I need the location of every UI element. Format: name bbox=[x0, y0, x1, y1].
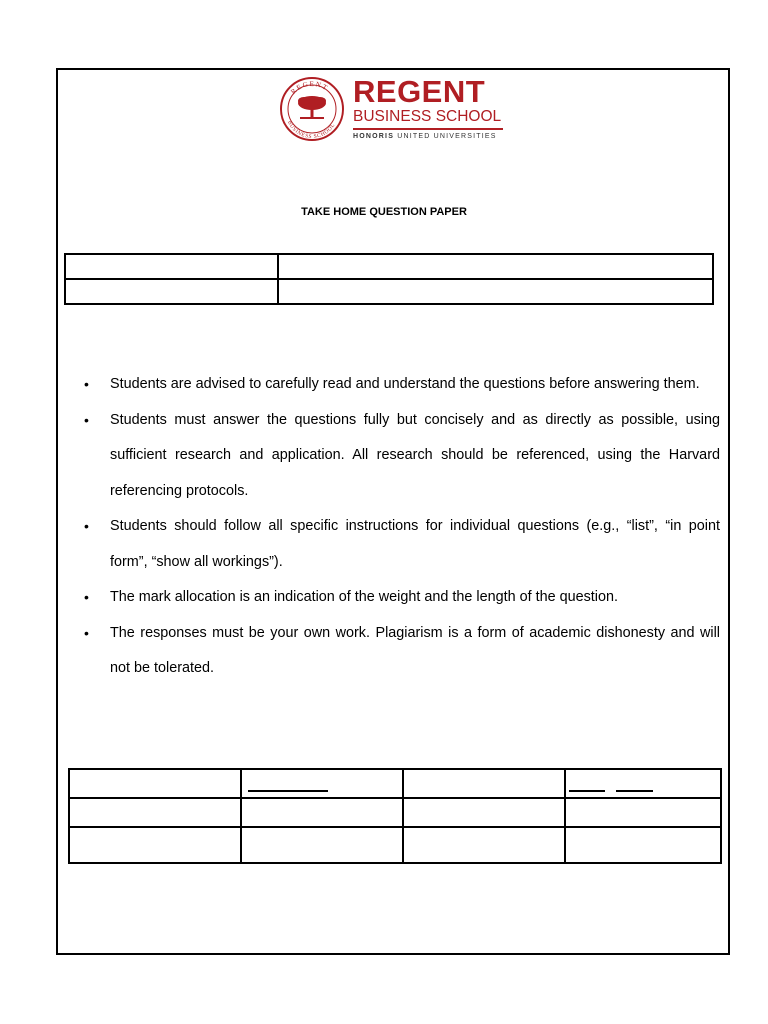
table-cell bbox=[278, 279, 713, 304]
tree-icon bbox=[298, 96, 326, 119]
table-cell bbox=[278, 254, 713, 279]
tagline-rest: UNITED UNIVERSITIES bbox=[397, 133, 497, 140]
instruction-text: Students must answer the questions fully but concisely and as directly as possible, using sufficient research and application. All research should be referenced, using the Harvard referencing protocols. bbox=[110, 411, 720, 499]
instruction-text: The mark allocation is an indication of the weight and the length of the question. bbox=[110, 589, 618, 605]
brand-name: REGENT bbox=[353, 74, 486, 109]
seal-top-text: REGENT bbox=[289, 79, 330, 97]
blank-underline bbox=[248, 790, 328, 792]
instruction-text: Students should follow all specific instructions for individual questions (e.g., “list”, “in point form”, “show all workings”). bbox=[110, 518, 720, 570]
table-cell bbox=[403, 827, 565, 863]
table-cell bbox=[241, 798, 403, 827]
brand-subtitle: BUSINESS SCHOOL bbox=[353, 108, 502, 125]
details-grid bbox=[68, 768, 722, 864]
table-cell bbox=[403, 769, 565, 798]
table-cell bbox=[565, 827, 721, 863]
bullet-icon: • bbox=[84, 376, 89, 392]
list-item bbox=[84, 616, 720, 687]
table-row bbox=[69, 769, 721, 798]
instruction-text: The responses must be your own work. Plagiarism is a form of academic dishonesty and will not be tolerated. bbox=[110, 624, 720, 676]
blank-underline bbox=[569, 790, 605, 792]
table-cell bbox=[241, 769, 403, 798]
table-cell bbox=[69, 827, 241, 863]
instruction-text: Students are advised to carefully read and understand the questions before answering them. bbox=[110, 376, 700, 392]
table-cell bbox=[241, 827, 403, 863]
table-cell bbox=[69, 798, 241, 827]
tagline-bold: HONORIS bbox=[353, 133, 395, 140]
list-item bbox=[84, 403, 720, 510]
brand-tagline bbox=[353, 133, 503, 140]
svg-text:BUSINESS SCHOOL bbox=[286, 120, 337, 140]
table-cell bbox=[69, 769, 241, 798]
list-item bbox=[84, 367, 720, 403]
bullet-icon: • bbox=[84, 589, 89, 605]
table-cell bbox=[565, 798, 721, 827]
blank-underline bbox=[616, 790, 653, 792]
table-cell bbox=[65, 279, 278, 304]
table-cell bbox=[565, 769, 721, 798]
bullet-icon: • bbox=[84, 624, 89, 641]
table-row bbox=[65, 279, 713, 304]
bullet-icon: • bbox=[84, 518, 89, 534]
table-cell bbox=[65, 254, 278, 279]
brand-divider bbox=[353, 128, 503, 130]
table-row bbox=[65, 254, 713, 279]
list-item bbox=[84, 509, 720, 580]
bullet-icon: • bbox=[84, 411, 89, 428]
table-cell bbox=[403, 798, 565, 827]
table-row bbox=[69, 827, 721, 863]
brand-wordmark bbox=[353, 76, 503, 140]
table-row bbox=[69, 798, 721, 827]
info-table bbox=[64, 253, 714, 305]
instructions-list bbox=[84, 367, 720, 687]
page-title: TAKE HOME QUESTION PAPER bbox=[301, 206, 467, 218]
list-item bbox=[84, 580, 720, 616]
seal-bottom-text: BUSINESS SCHOOL bbox=[285, 119, 337, 141]
